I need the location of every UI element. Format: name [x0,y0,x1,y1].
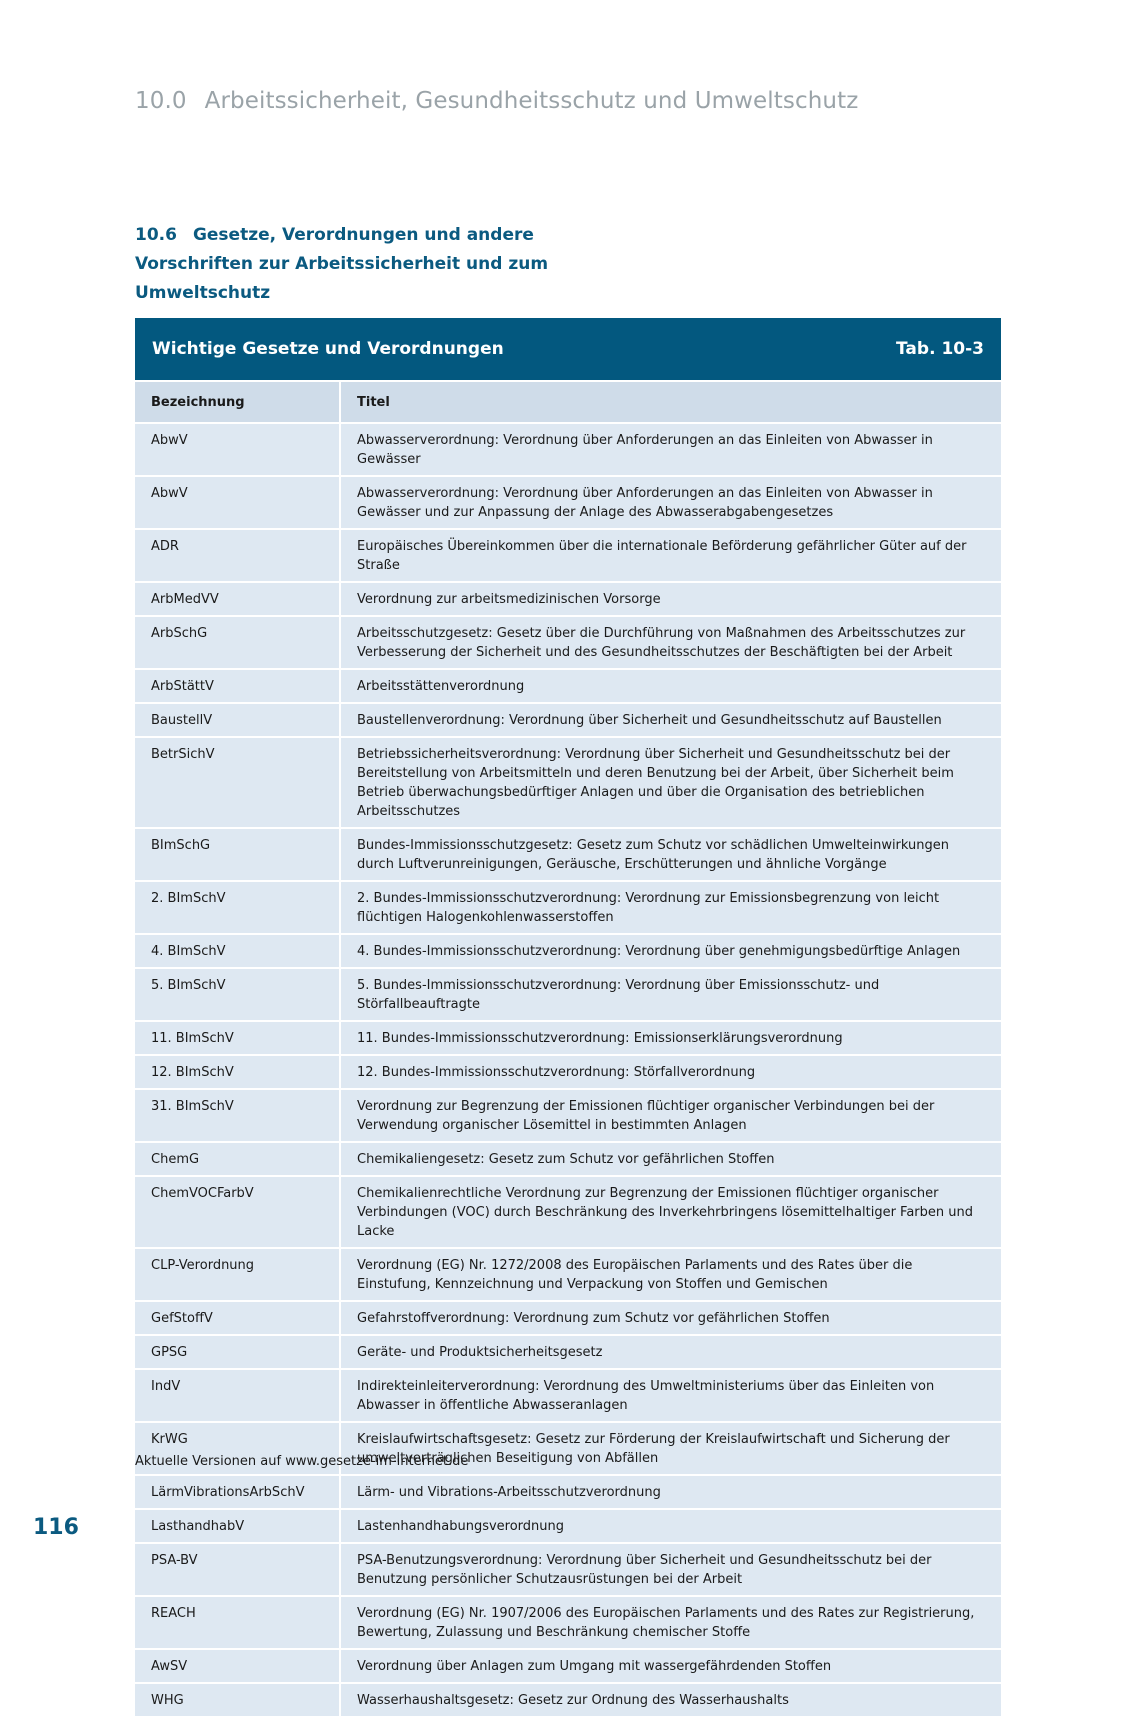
row-title: Geräte- und Produktsicherheitsgesetz [340,1335,1001,1369]
table-header-row [135,381,1001,423]
table-row [135,968,1001,1021]
row-title: Arbeitsschutzgesetz: Gesetz über die Durchführung von Maßnahmen des Arbeitsschutzes zur Verbesserung der Sicherheit und des Gesundheitsschutzes der Beschäftigten bei der Arbeit [340,616,1001,669]
table-row [135,616,1001,669]
row-title: Verordnung zur Begrenzung der Emissionen flüchtiger organischer Verbindungen bei der Verwendung organischer Lösemittel in bestimmten Anlagen [340,1089,1001,1142]
table-row [135,582,1001,616]
section-number: 10.6 [135,225,177,245]
row-title: Verordnung (EG) Nr. 1272/2008 des Europäischen Parlaments und des Rates über die Einstufung, Kennzeichnung und Verpackung von Stoffen und Gemischen [340,1248,1001,1301]
row-abbreviation: AbwV [135,476,340,529]
chapter-number: 10.0 [135,88,187,114]
table-row [135,423,1001,476]
table-row [135,1176,1001,1248]
row-title: Lastenhandhabungsverordnung [340,1509,1001,1543]
table-row [135,1475,1001,1509]
table-row [135,529,1001,582]
table-row [135,1089,1001,1142]
chapter-title: Arbeitssicherheit, Gesundheitsschutz und Umweltschutz [204,88,859,114]
row-abbreviation: ArbSchG [135,616,340,669]
row-abbreviation: 31. BImSchV [135,1089,340,1142]
row-title: 12. Bundes-Immissionsschutzverordnung: Störfallverordnung [340,1055,1001,1089]
chapter-heading [135,88,858,114]
row-title: 2. Bundes-Immissionsschutzverordnung: Verordnung zur Emissionsbegrenzung von leicht flüchtigen Halogenkohlenwasserstoffen [340,881,1001,934]
table-row [135,1055,1001,1089]
table-row [135,1301,1001,1335]
row-abbreviation: ArbMedVV [135,582,340,616]
row-title: Verordnung über Anlagen zum Umgang mit wassergefährdenden Stoffen [340,1649,1001,1683]
row-title: Betriebssicherheitsverordnung: Verordnung über Sicherheit und Gesundheitsschutz bei der Bereitstellung von Arbeitsmitteln und deren Benutzung bei der Arbeit, über Sicherheit beim Betrieb überwachungsbedürftiger Anlagen und über die Organisation des betrieblichen Arbeitsschutzes [340,737,1001,828]
row-title: Kreislaufwirtschaftsgesetz: Gesetz zur Förderung der Kreislaufwirtschaft und Sicherung der umweltverträglichen Beseitigung von Abfällen [340,1422,1001,1475]
row-title: Europäisches Übereinkommen über die internationale Beförderung gefährlicher Güter auf der Straße [340,529,1001,582]
table-row [135,737,1001,828]
table-caption: Wichtige Gesetze und Verordnungen [152,339,504,359]
table-row [135,1649,1001,1683]
table-row [135,1248,1001,1301]
row-abbreviation: BaustellV [135,703,340,737]
row-abbreviation: 2. BImSchV [135,881,340,934]
row-abbreviation: 11. BImSchV [135,1021,340,1055]
row-title: Gefahrstoffverordnung: Verordnung zum Schutz vor gefährlichen Stoffen [340,1301,1001,1335]
table-caption-bar [135,318,1001,380]
row-title: Baustellenverordnung: Verordnung über Sicherheit und Gesundheitsschutz auf Baustellen [340,703,1001,737]
row-title: Lärm- und Vibrations-Arbeitsschutzverordnung [340,1475,1001,1509]
table-row [135,476,1001,529]
row-abbreviation: LärmVibrationsArbSchV [135,1475,340,1509]
row-abbreviation: ADR [135,529,340,582]
table-row [135,1369,1001,1422]
table-label: Tab. 10-3 [896,339,984,359]
row-abbreviation: BImSchG [135,828,340,881]
row-title: Wasserhaushaltsgesetz: Gesetz zur Ordnung des Wasserhaushalts [340,1683,1001,1717]
table-row [135,1683,1001,1717]
table-row [135,828,1001,881]
row-abbreviation: LasthandhabV [135,1509,340,1543]
row-abbreviation: WHG [135,1683,340,1717]
section-title-line3: Umweltschutz [135,283,271,303]
laws-table [135,318,1001,1718]
row-title: Chemikaliengesetz: Gesetz zum Schutz vor gefährlichen Stoffen [340,1142,1001,1176]
table-row [135,1142,1001,1176]
table-row [135,881,1001,934]
row-abbreviation: CLP-Verordnung [135,1248,340,1301]
table-row [135,1596,1001,1649]
row-abbreviation: ChemG [135,1142,340,1176]
column-header-bezeichnung: Bezeichnung [135,381,340,423]
table-row [135,1543,1001,1596]
row-title: Indirekteinleiterverordnung: Verordnung des Umweltministeriums über das Einleiten von Abwasser in öffentliche Abwasseranlagen [340,1369,1001,1422]
row-title: Bundes-Immissionsschutzgesetz: Gesetz zum Schutz vor schädlichen Umwelteinwirkungen durch Luftverunreinigungen, Geräusche, Erschütterungen und ähnliche Vorgänge [340,828,1001,881]
row-title: PSA-Benutzungsverordnung: Verordnung über Sicherheit und Gesundheitsschutz bei der Benutzung persönlicher Schutzausrüstungen bei der Arbeit [340,1543,1001,1596]
table-body [135,423,1001,1717]
row-abbreviation: IndV [135,1369,340,1422]
row-abbreviation: GefStoffV [135,1301,340,1335]
row-abbreviation: GPSG [135,1335,340,1369]
row-abbreviation: KrWG [135,1422,340,1475]
row-title: Verordnung (EG) Nr. 1907/2006 des Europäischen Parlaments und des Rates zur Registrierung, Bewertung, Zulassung und Beschränkung chemischer Stoffe [340,1596,1001,1649]
row-abbreviation: 5. BImSchV [135,968,340,1021]
row-title: Verordnung zur arbeitsmedizinischen Vorsorge [340,582,1001,616]
row-abbreviation: BetrSichV [135,737,340,828]
table-row [135,1335,1001,1369]
footnote: Aktuelle Versionen auf www.gesetze-im-internet.de [135,1454,469,1469]
row-abbreviation: REACH [135,1596,340,1649]
table-row [135,703,1001,737]
row-title: Arbeitsstättenverordnung [340,669,1001,703]
row-title: Chemikalienrechtliche Verordnung zur Begrenzung der Emissionen flüchtiger organischer Verbindungen (VOC) durch Beschränkung des Inverkehrbringens lösemittelhaltiger Farben und Lacke [340,1176,1001,1248]
row-abbreviation: AbwV [135,423,340,476]
section-heading [135,221,555,308]
row-title: 11. Bundes-Immissionsschutzverordnung: Emissionserklärungsverordnung [340,1021,1001,1055]
table-row [135,934,1001,968]
column-header-titel: Titel [340,381,1001,423]
row-title: 5. Bundes-Immissionsschutzverordnung: Verordnung über Emissionsschutz- und Störfallbeauftragte [340,968,1001,1021]
row-abbreviation: PSA-BV [135,1543,340,1596]
row-title: Abwasserverordnung: Verordnung über Anforderungen an das Einleiten von Abwasser in Gewässer und zur Anpassung der Anlage des Abwasserabgabengesetzes [340,476,1001,529]
row-abbreviation: 12. BImSchV [135,1055,340,1089]
laws-table-grid [135,380,1001,1718]
table-row [135,669,1001,703]
row-abbreviation: 4. BImSchV [135,934,340,968]
row-abbreviation: AwSV [135,1649,340,1683]
section-title-line2: Vorschriften zur Arbeitssicherheit und zum [135,254,549,274]
table-row [135,1021,1001,1055]
section-title-line1: Gesetze, Verordnungen und andere [192,225,534,245]
row-abbreviation: ArbStättV [135,669,340,703]
row-title: 4. Bundes-Immissionsschutzverordnung: Verordnung über genehmigungsbedürftige Anlagen [340,934,1001,968]
row-abbreviation: ChemVOCFarbV [135,1176,340,1248]
row-title: Abwasserverordnung: Verordnung über Anforderungen an das Einleiten von Abwasser in Gewässer [340,423,1001,476]
page-number: 116 [33,1515,79,1540]
table-row [135,1509,1001,1543]
